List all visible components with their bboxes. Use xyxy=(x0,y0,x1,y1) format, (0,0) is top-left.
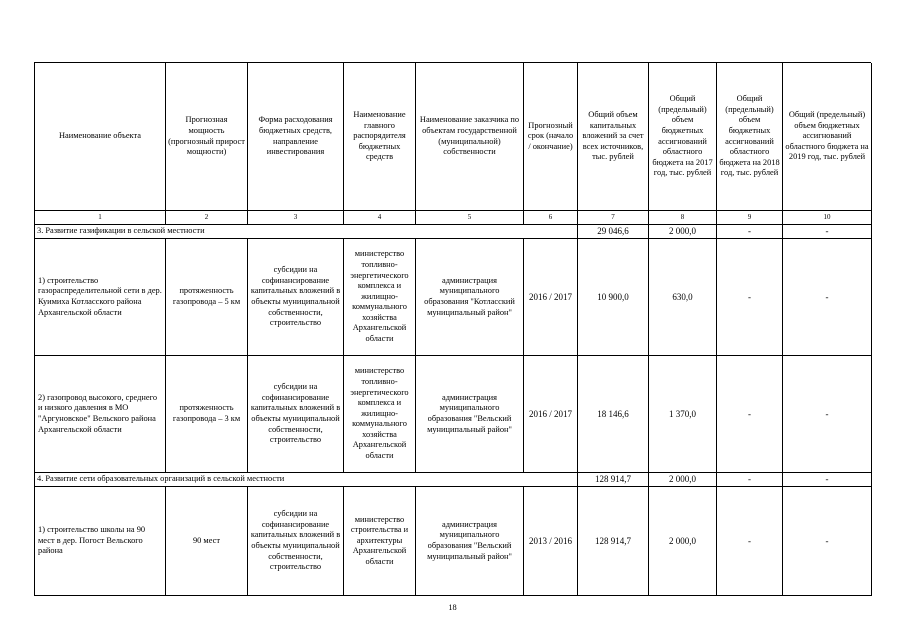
col-header-capacity: Прогнозная мощность (прогнозный прирост мощности) xyxy=(166,63,248,211)
row-period: 2016 / 2017 xyxy=(524,239,578,356)
section-title: 4. Развитие сети образовательных организаций в сельской местности xyxy=(35,473,578,487)
col-header-object-name: Наименование объекта xyxy=(35,63,166,211)
col-header-2017: Общий (предельный) объем бюджетных ассигнований областного бюджета на 2017 год, тыс. рублей xyxy=(649,63,717,211)
row-total: 18 146,6 xyxy=(578,356,649,473)
col-number: 8 xyxy=(649,211,717,225)
section-2018: - xyxy=(717,473,783,487)
col-number: 5 xyxy=(416,211,524,225)
row-spending-form: субсидии на софинансирование капитальных вложений в объекты муниципальной собственности, строительство xyxy=(248,239,344,356)
row-spending-form: субсидии на софинансирование капитальных вложений в объекты муниципальной собственности, строительство xyxy=(248,356,344,473)
section-2017: 2 000,0 xyxy=(649,225,717,239)
row-budget-manager: министерство строительства и архитектуры Архангельской области xyxy=(344,487,416,596)
row-budget-manager: министерство топливно-энергетического комплекса и жилищно-коммунального хозяйства Архангельской области xyxy=(344,239,416,356)
col-header-period: Прогнозный срок (начало / окончание) xyxy=(524,63,578,211)
row-customer: администрация муниципального образования "Вельский муниципальный район" xyxy=(416,487,524,596)
col-number: 6 xyxy=(524,211,578,225)
row-total: 10 900,0 xyxy=(578,239,649,356)
col-number: 4 xyxy=(344,211,416,225)
col-number: 2 xyxy=(166,211,248,225)
row-capacity: протяженность газопровода – 5 км xyxy=(166,239,248,356)
row-object-name: 1) строительство школы на 90 мест в дер. Погост Вельского района xyxy=(35,487,166,596)
row-spending-form: субсидии на софинансирование капитальных вложений в объекты муниципальной собственности, строительство xyxy=(248,487,344,596)
col-header-spending-form: Форма расходования бюджетных средств, направление инвестирования xyxy=(248,63,344,211)
row-2017: 2 000,0 xyxy=(649,487,717,596)
col-number: 3 xyxy=(248,211,344,225)
col-header-2019: Общий (предельный) объем бюджетных ассигнований областного бюджета на 2019 год, тыс. рублей xyxy=(783,63,872,211)
row-capacity: протяженность газопровода – 3 км xyxy=(166,356,248,473)
col-number: 1 xyxy=(35,211,166,225)
page-number: 18 xyxy=(448,603,457,612)
section-2018: - xyxy=(717,225,783,239)
row-customer: администрация муниципального образования "Вельский муниципальный район" xyxy=(416,356,524,473)
row-period: 2016 / 2017 xyxy=(524,356,578,473)
col-header-budget-manager: Наименование главного распорядителя бюджетных средств xyxy=(344,63,416,211)
row-2019: - xyxy=(783,356,872,473)
row-2018: - xyxy=(717,487,783,596)
row-object-name: 1) строительство газораспределительной сети в дер. Куимиха Котласского района Архангельской области xyxy=(35,239,166,356)
col-header-2018: Общий (предельный) объем бюджетных ассигнований областного бюджета на 2018 год, тыс. рублей xyxy=(717,63,783,211)
col-number: 9 xyxy=(717,211,783,225)
col-number: 10 xyxy=(783,211,872,225)
row-2018: - xyxy=(717,239,783,356)
row-2017: 630,0 xyxy=(649,239,717,356)
row-capacity: 90 мест xyxy=(166,487,248,596)
row-customer: администрация муниципального образования "Котласский муниципальный район" xyxy=(416,239,524,356)
col-header-total: Общий объем капитальных вложений за счет всех источников, тыс. рублей xyxy=(578,63,649,211)
investment-table xyxy=(34,62,871,596)
row-total: 128 914,7 xyxy=(578,487,649,596)
row-2017: 1 370,0 xyxy=(649,356,717,473)
section-2017: 2 000,0 xyxy=(649,473,717,487)
section-2019: - xyxy=(783,225,872,239)
section-2019: - xyxy=(783,473,872,487)
row-object-name: 2) газопровод высокого, среднего и низкого давления в МО "Аргуновское" Вельского района Архангельской области xyxy=(35,356,166,473)
row-2018: - xyxy=(717,356,783,473)
col-header-customer: Наименование заказчика по объектам государственной (муниципальной) собственности xyxy=(416,63,524,211)
section-total: 128 914,7 xyxy=(578,473,649,487)
section-total: 29 046,6 xyxy=(578,225,649,239)
section-title: 3. Развитие газификации в сельской местности xyxy=(35,225,578,239)
row-budget-manager: министерство топливно-энергетического комплекса и жилищно-коммунального хозяйства Архангельской области xyxy=(344,356,416,473)
row-2019: - xyxy=(783,487,872,596)
col-number: 7 xyxy=(578,211,649,225)
row-2019: - xyxy=(783,239,872,356)
row-period: 2013 / 2016 xyxy=(524,487,578,596)
